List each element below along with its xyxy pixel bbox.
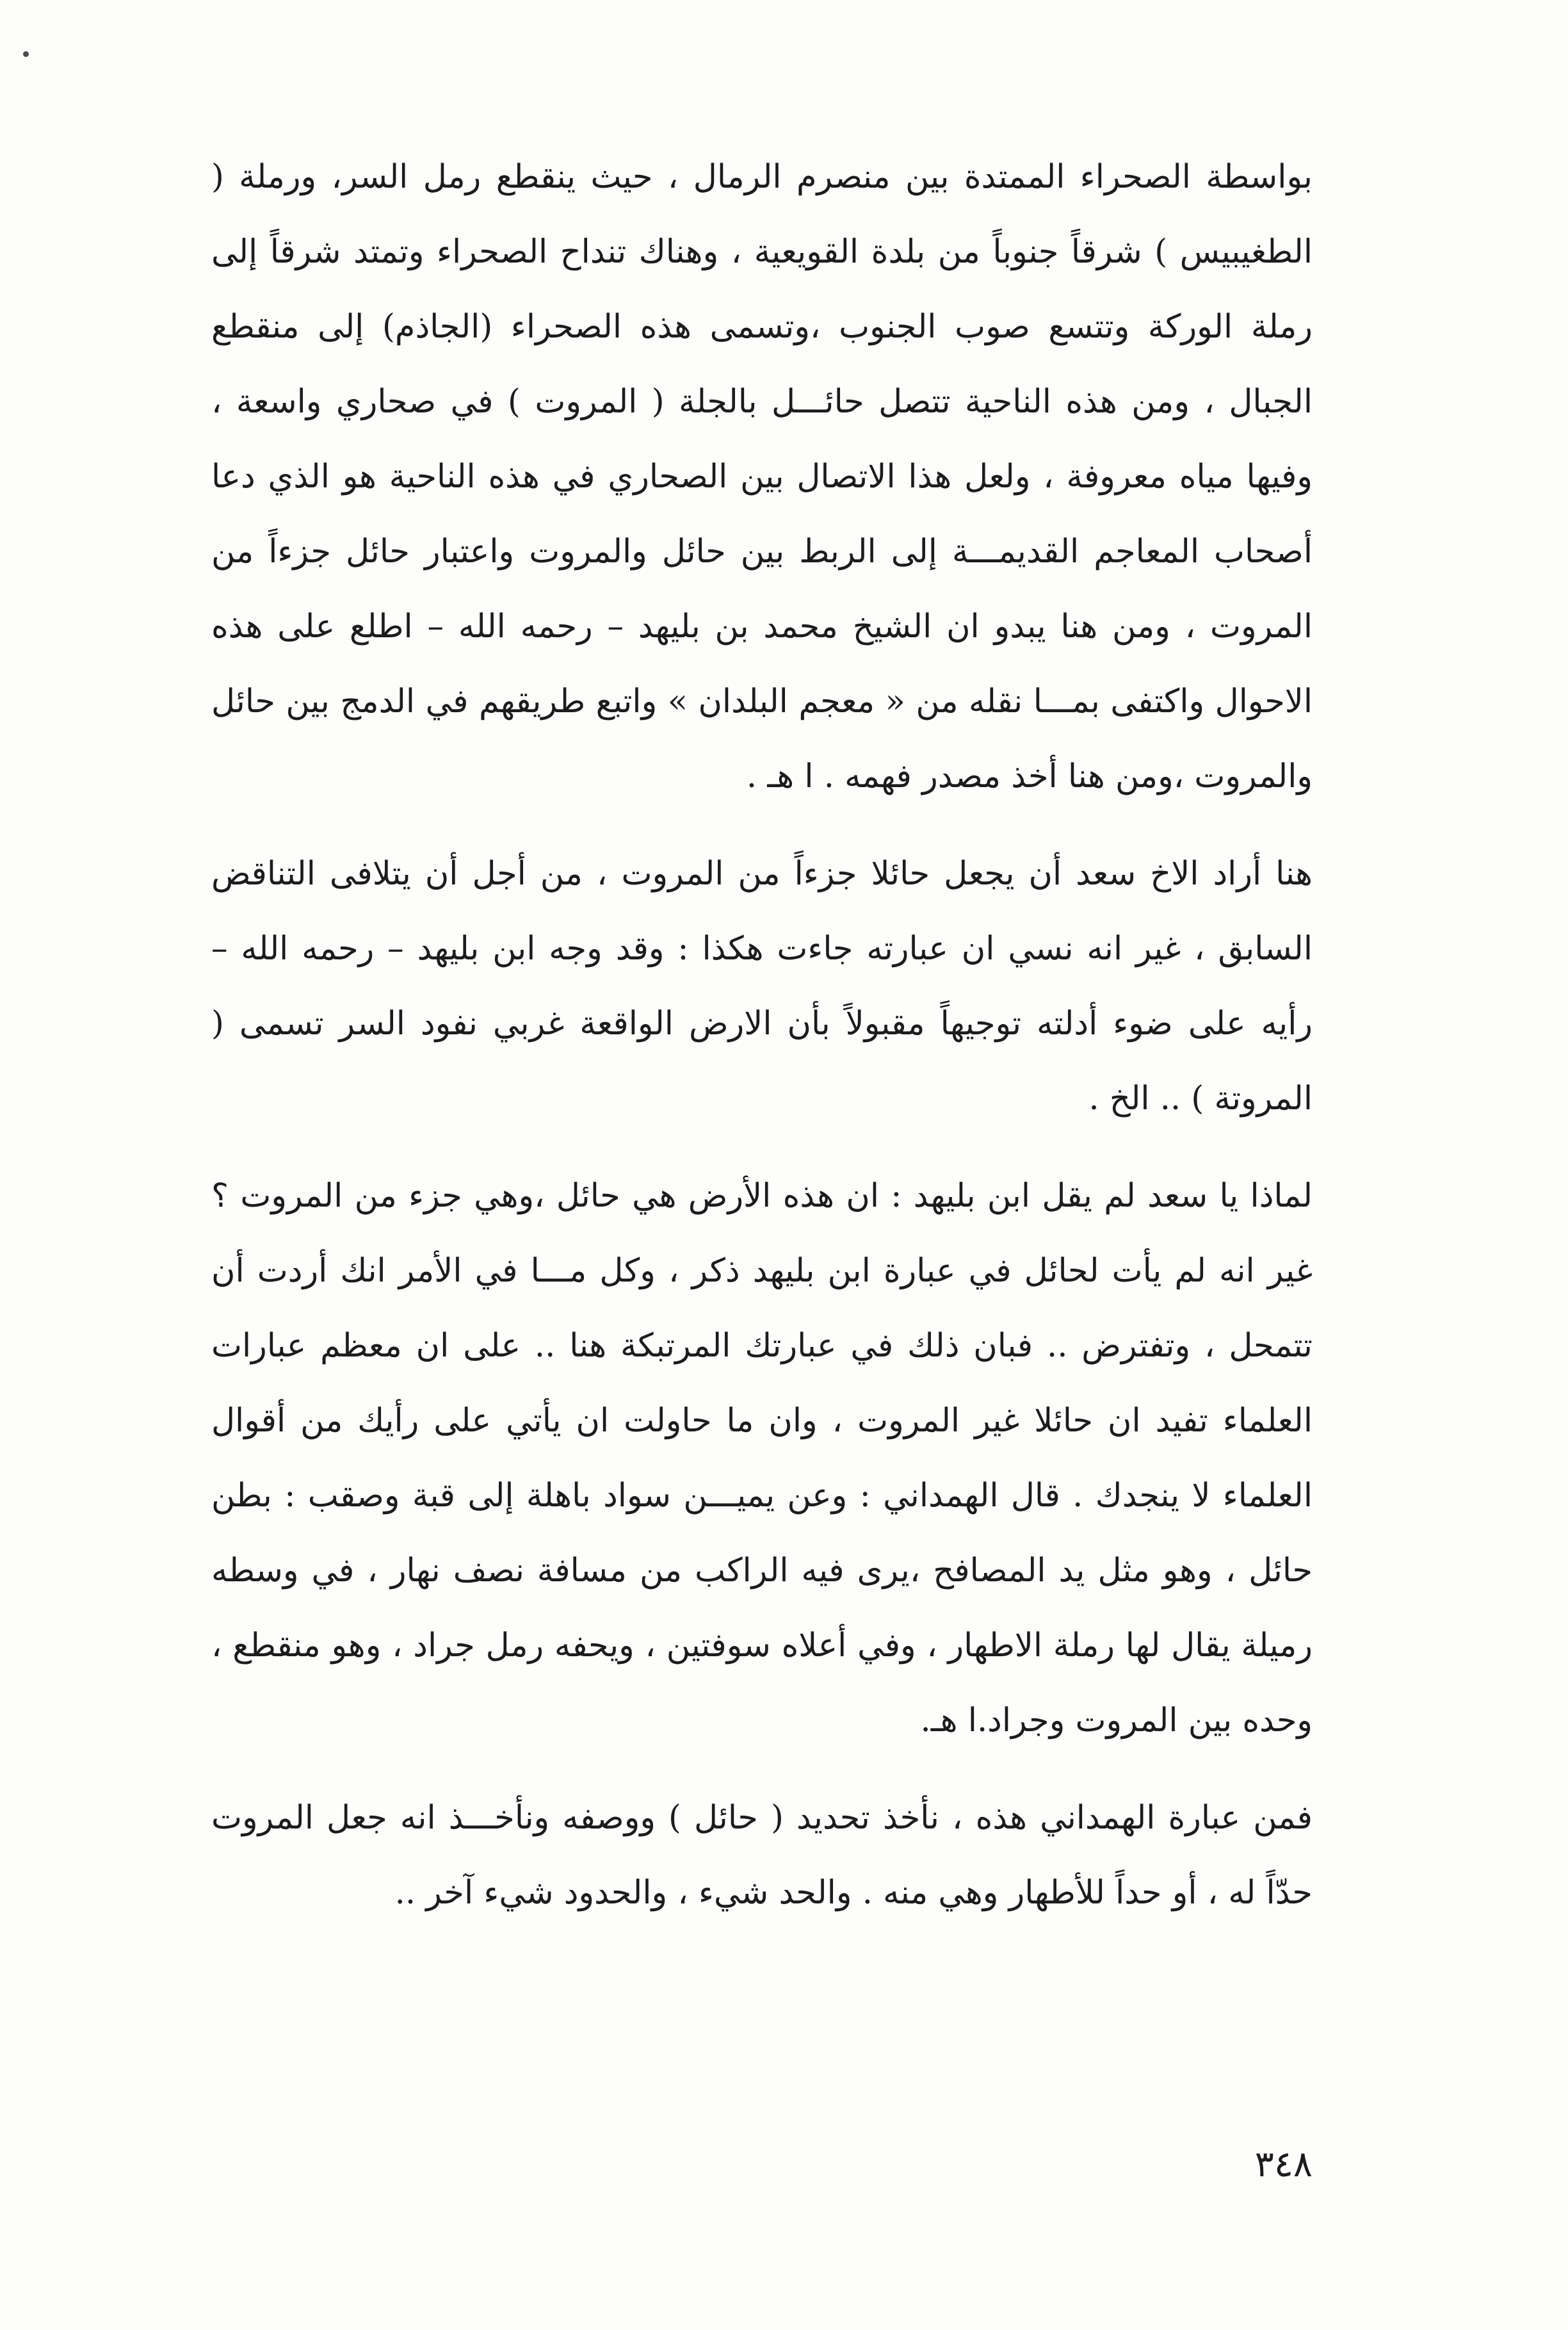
paragraph-3: لماذا يا سعد لم يقل ابن بليهد : ان هذه الأرض هي حائل ،وهي جزء من المروت ؟ غير انه لم يأت لحائل في عبارة ابن بليهد ذكر ، وكل مـــا في الأمر انك أردت أن تتمحل ، وتفترض .. فبان ذلك في عبارتك المرتبكة هنا .. على ان معظم عبارات العلماء تفيد ان حائلا غير المروت ، وان ما حاولت ان يأتي على رأيك من أقوال العلماء لا ينجدك . قال الهمداني : وعن يميـــن سواد باهلة إلى قبة وصقب : بطن حائل ، وهو مثل يد المصافح ،يرى فيه الراكب من مسافة نصف نهار ، في وسطه رميلة يقال لها رملة الاطهار ، وفي أعلاه سوفتين ، ويحفه رمل جراد ، وهو منقطع ، وحده بين المروت وجراد.ا هـ. — [211, 1177, 1313, 1739]
body-text — [211, 140, 1313, 1930]
paragraph-1: بواسطة الصحراء الممتدة بين منصرم الرمال ، حيث ينقطع رمل السر، ورملة ( الطغيبيس ) شرقاً جنوباً من بلدة القويعية ، وهناك تنداح الصحراء وتمتد شرقاً إلى رملة الوركة وتتسع صوب الجنوب ،وتسمى هذه الصحراء (الجاذم) إلى منقطع الجبال ، ومن هذه الناحية تتصل حائـــل بالجلة ( المروت ) في صحاري واسعة ، وفيها مياه معروفة ، ولعل هذا الاتصال بين الصحاري في هذه الناحية هو الذي دعا أصحاب المعاجم القديمـــة إلى الربط بين حائل والمروت واعتبار حائل جزءاً من المروت ، ومن هنا يبدو ان الشيخ محمد بن بليهد – رحمه الله – اطلع على هذه الاحوال واكتفى بمـــا نقله من « معجم البلدان » واتبع طريقهم في الدمج بين حائل والمروت ،ومن هنا أخذ مصدر فهمه . ا هـ . — [211, 158, 1313, 795]
page-number: ٣٤٨ — [1254, 2144, 1313, 2185]
scan-speck — [23, 51, 29, 57]
paragraph-4: فمن عبارة الهمداني هذه ، نأخذ تحديد ( حائل ) ووصفه ونأخـــذ انه جعل المروت حدّاً له ، أو حداً للأطهار وهي منه . والحد شيء ، والحدود شيء آخر .. — [211, 1799, 1313, 1912]
paragraph-2: هنا أراد الاخ سعد أن يجعل حائلا جزءاً من المروت ، من أجل أن يتلافى التناقض السابق ، غير انه نسي ان عبارته جاءت هكذا : وقد وجه ابن بليهد – رحمه الله – رأيه على ضوء أدلته توجيهاً مقبولاً بأن الارض الواقعة غربي نفود السر تسمى ( المروتة ) .. الخ . — [211, 855, 1313, 1118]
